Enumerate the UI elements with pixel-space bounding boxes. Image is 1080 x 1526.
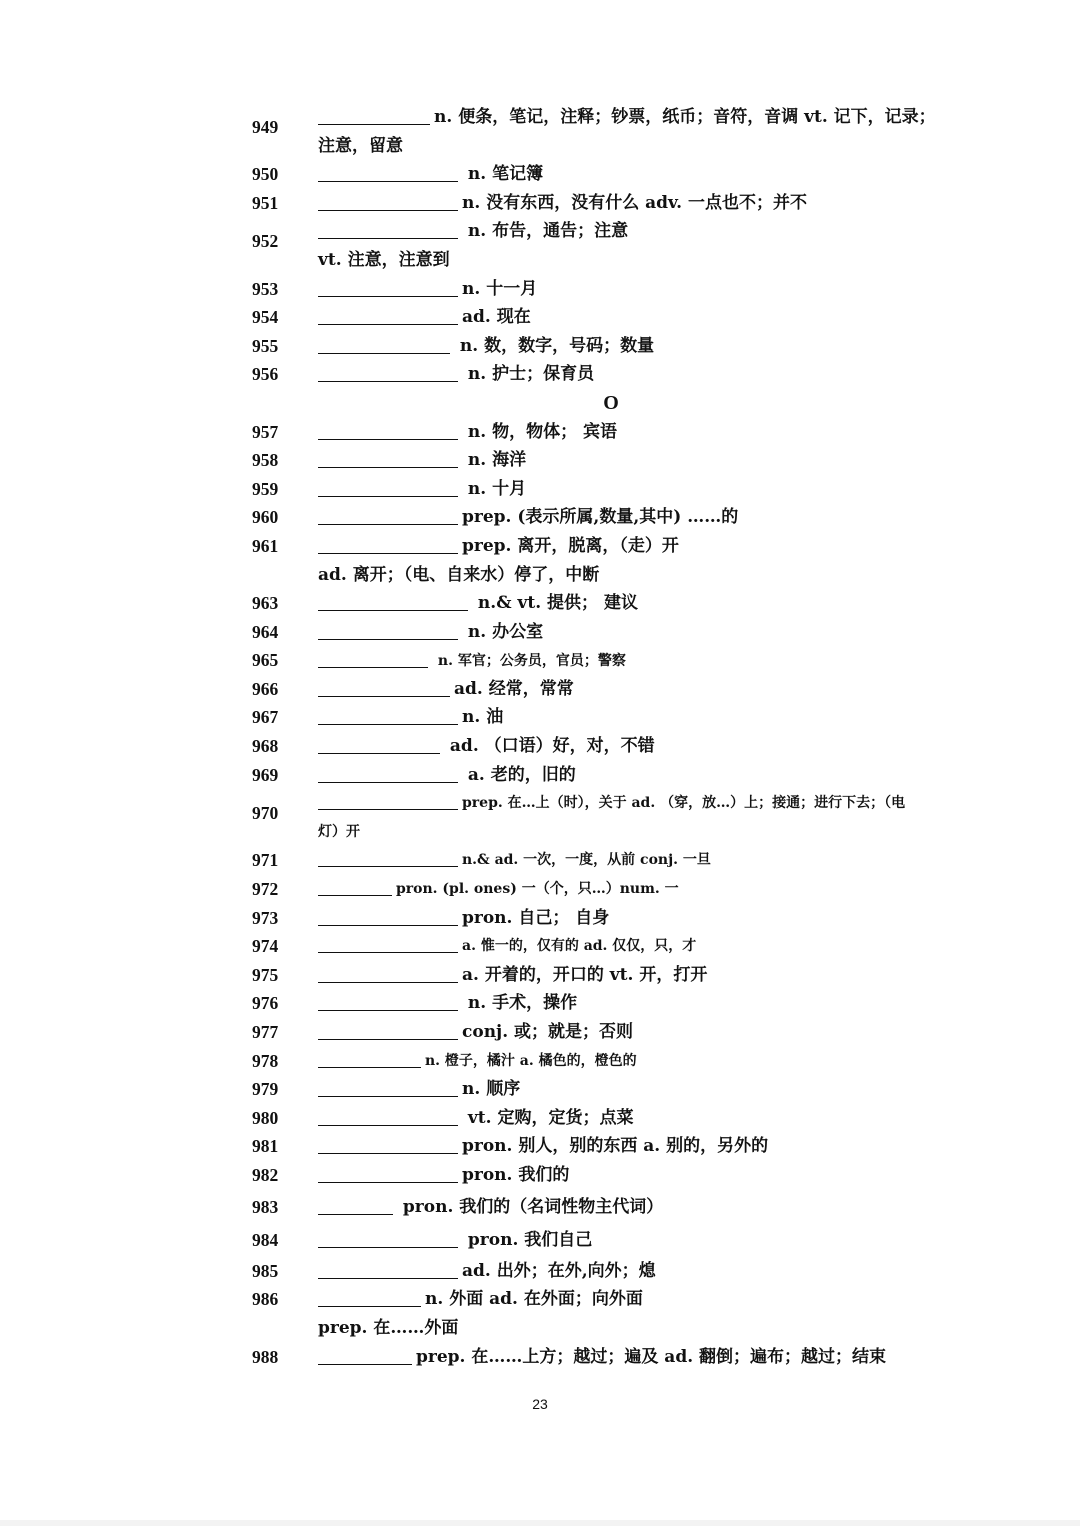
definition: n. 军官；公务员，官员；警察 (437, 653, 626, 670)
answer-blank[interactable] (318, 678, 450, 697)
answer-blank[interactable] (318, 649, 428, 668)
definition-continued: 灯）开 (318, 823, 360, 840)
answer-blank[interactable] (318, 992, 458, 1011)
definition: prep. (表示所属,数量,其中) ……的 (462, 507, 739, 528)
definition: ad. 出外；在外,向外；熄 (462, 1260, 656, 1281)
entry-number: 950 (252, 164, 279, 185)
entry-number: 982 (252, 1164, 279, 1185)
entry-number: 951 (252, 192, 279, 213)
entry-number: 981 (252, 1136, 279, 1157)
definition: prep. 在…上（时），关于 ad. （穿，放…）上；接通；进行下去；（电 (462, 795, 906, 812)
answer-blank[interactable] (318, 934, 458, 953)
definition: prep. 在……上方；越过；遍及 ad. 翻倒；遍布；越过；结束 (416, 1346, 887, 1367)
definition: pron. 别人，别的东西 a. 别的，另外的 (462, 1136, 769, 1157)
definition: n. 没有东西，没有什么 adv. 一点也不；并不 (462, 192, 808, 213)
list-item (0, 332, 1080, 361)
entry-number: 969 (252, 764, 279, 785)
answer-blank[interactable] (318, 306, 458, 325)
definition: n. 外面 ad. 在外面；向外面 (425, 1289, 643, 1310)
list-item (0, 303, 1080, 332)
list-item (0, 1132, 1080, 1161)
entry-number: 960 (252, 507, 279, 528)
entry-number: 980 (252, 1107, 279, 1128)
answer-blank[interactable] (318, 335, 450, 354)
section-heading: O (603, 391, 619, 414)
answer-blank[interactable] (318, 1229, 458, 1248)
list-item (0, 1104, 1080, 1133)
list-item (0, 160, 1080, 189)
entry-number: 959 (252, 478, 279, 499)
entry-number: 975 (252, 964, 279, 985)
definition: pron. 自己； 自身 (462, 907, 610, 928)
list-item (0, 1018, 1080, 1047)
definition: n. 布告，通告；注意 (467, 221, 629, 242)
answer-blank[interactable] (318, 1078, 458, 1097)
entry-number: 988 (252, 1346, 279, 1367)
definition: n. 护士；保育员 (467, 364, 595, 385)
entry-number: 973 (252, 907, 279, 928)
definition: n. 物，物体； 宾语 (467, 421, 618, 442)
answer-blank[interactable] (318, 706, 458, 725)
definition: n. 油 (462, 707, 504, 728)
definition: a. 惟一的，仅有的 ad. 仅仅，只，才 (462, 938, 697, 955)
list-item (0, 1193, 1080, 1222)
answer-blank[interactable] (318, 1021, 458, 1040)
list-item (0, 1226, 1080, 1255)
entry-number: 949 (252, 117, 279, 137)
answer-blank[interactable] (318, 163, 458, 182)
definition: n.& vt. 提供； 建议 (477, 593, 638, 614)
entry-number: 970 (252, 803, 279, 824)
entry-number: 985 (252, 1260, 279, 1281)
definition: n. 顺序 (462, 1079, 521, 1100)
entry-number: 954 (252, 307, 279, 328)
definition: ad. 现在 (462, 307, 531, 328)
list-item (0, 532, 1080, 589)
definition: n. 手术，操作 (467, 993, 578, 1014)
answer-blank[interactable] (318, 877, 392, 896)
definition: pron. 我们的 (462, 1164, 570, 1185)
answer-blank[interactable] (318, 764, 458, 783)
list-item (0, 446, 1080, 475)
definition: n. 办公室 (467, 621, 544, 642)
list-item (0, 1285, 1080, 1342)
entry-number: 979 (252, 1079, 279, 1100)
list-item (0, 275, 1080, 304)
entry-number: 986 (252, 1289, 279, 1310)
entry-number: 971 (252, 850, 279, 871)
list-item (0, 761, 1080, 790)
answer-blank[interactable] (318, 363, 458, 382)
answer-blank[interactable] (318, 1288, 421, 1307)
answer-blank[interactable] (318, 106, 430, 125)
entry-number: 972 (252, 879, 279, 900)
list-item (0, 703, 1080, 732)
answer-blank[interactable] (318, 1196, 393, 1215)
definition: n. 数，数字，号码；数量 (459, 335, 655, 356)
list-item (0, 503, 1080, 532)
answer-blank[interactable] (318, 848, 458, 867)
list-item (0, 360, 1080, 389)
definition: n. 海洋 (467, 450, 527, 471)
definition: n. 便条，笔记，注释；钞票，纸币；音符，音调 vt. 记下，记录； (434, 107, 936, 127)
definition: n. 十月 (467, 478, 527, 499)
definition: ad. （口语）好，对，不错 (449, 736, 655, 757)
entry-number: 978 (252, 1050, 279, 1071)
list-item (0, 1257, 1080, 1286)
answer-blank[interactable] (318, 478, 458, 497)
definition: pron. (pl. ones) 一（个，只…）num. 一 (396, 881, 679, 898)
definition: a. 老的，旧的 (467, 764, 576, 785)
list-item (0, 646, 1080, 675)
page-number: 23 (532, 1396, 548, 1412)
definition: a. 开着的，开口的 vt. 开，打开 (462, 964, 708, 985)
entry-number: 984 (252, 1230, 279, 1251)
entry-number: 958 (252, 450, 279, 471)
entry-number: 953 (252, 278, 279, 299)
entry-number: 952 (252, 231, 279, 252)
definition-continued: vt. 注意，注意到 (318, 249, 450, 270)
list-item (0, 589, 1080, 618)
list-item (0, 904, 1080, 933)
answer-blank[interactable] (318, 220, 458, 239)
entry-number: 961 (252, 535, 279, 556)
definition: n.& ad. 一次，一度，从前 conj. 一旦 (462, 852, 711, 869)
definition: pron. 我们的（名词性物主代词） (402, 1196, 664, 1217)
list-item (0, 846, 1080, 875)
list-item (0, 418, 1080, 447)
list-item (0, 789, 1080, 846)
list-item (0, 732, 1080, 761)
list-item (0, 1161, 1080, 1190)
list-item (0, 961, 1080, 990)
list-item (0, 675, 1080, 704)
answer-blank[interactable] (318, 791, 458, 810)
list-item (0, 189, 1080, 218)
entry-number: 966 (252, 678, 279, 699)
entry-number: 963 (252, 593, 279, 614)
page-bottom-edge (0, 1520, 1080, 1526)
list-item (0, 1343, 1080, 1372)
list-item (0, 1047, 1080, 1076)
list-item (0, 989, 1080, 1018)
list-item (0, 932, 1080, 961)
answer-blank[interactable] (318, 592, 468, 611)
answer-blank[interactable] (318, 1164, 458, 1183)
answer-blank[interactable] (318, 964, 458, 983)
list-item (0, 475, 1080, 504)
answer-blank[interactable] (318, 1135, 458, 1154)
answer-blank[interactable] (318, 192, 458, 211)
list-item (0, 217, 1080, 274)
vocabulary-list (0, 103, 1080, 1371)
entry-number: 957 (252, 421, 279, 442)
entry-number: 968 (252, 736, 279, 757)
definition-continued: prep. 在……外面 (318, 1317, 459, 1338)
answer-blank[interactable] (318, 1260, 458, 1279)
definition: n. 橙子，橘汁 a. 橘色的，橙色的 (425, 1052, 637, 1069)
entry-number: 955 (252, 335, 279, 356)
answer-blank[interactable] (318, 535, 458, 554)
definition: pron. 我们自己 (467, 1230, 593, 1251)
list-item (0, 103, 1080, 160)
answer-blank[interactable] (318, 1107, 458, 1126)
definition: n. 笔记簿 (467, 164, 544, 185)
entry-number: 977 (252, 1022, 279, 1042)
answer-blank[interactable] (318, 1049, 421, 1068)
answer-blank[interactable] (318, 506, 458, 525)
answer-blank[interactable] (318, 449, 458, 468)
definition: prep. 离开，脱离，（走）开 (462, 535, 679, 556)
answer-blank[interactable] (318, 1346, 412, 1365)
answer-blank[interactable] (318, 621, 458, 640)
list-item (0, 618, 1080, 647)
list-item (0, 875, 1080, 904)
answer-blank[interactable] (318, 421, 458, 440)
answer-blank[interactable] (318, 735, 440, 754)
definition: ad. 经常，常常 (454, 678, 574, 699)
list-item (0, 1075, 1080, 1104)
definition-continued: 注意，留意 (318, 135, 403, 156)
definition-continued: ad. 离开；（电、自来水）停了，中断 (318, 564, 600, 585)
entry-number: 964 (252, 621, 279, 642)
definition: conj. 或；就是；否则 (462, 1022, 634, 1042)
entry-number: 967 (252, 707, 279, 728)
entry-number: 956 (252, 364, 279, 385)
definition: vt. 定购，定货；点菜 (467, 1107, 634, 1128)
answer-blank[interactable] (318, 278, 458, 297)
answer-blank[interactable] (318, 907, 458, 926)
entry-number: 974 (252, 936, 279, 957)
definition: n. 十一月 (462, 278, 538, 299)
entry-number: 983 (252, 1196, 279, 1217)
entry-number: 965 (252, 650, 279, 671)
entry-number: 976 (252, 993, 279, 1014)
